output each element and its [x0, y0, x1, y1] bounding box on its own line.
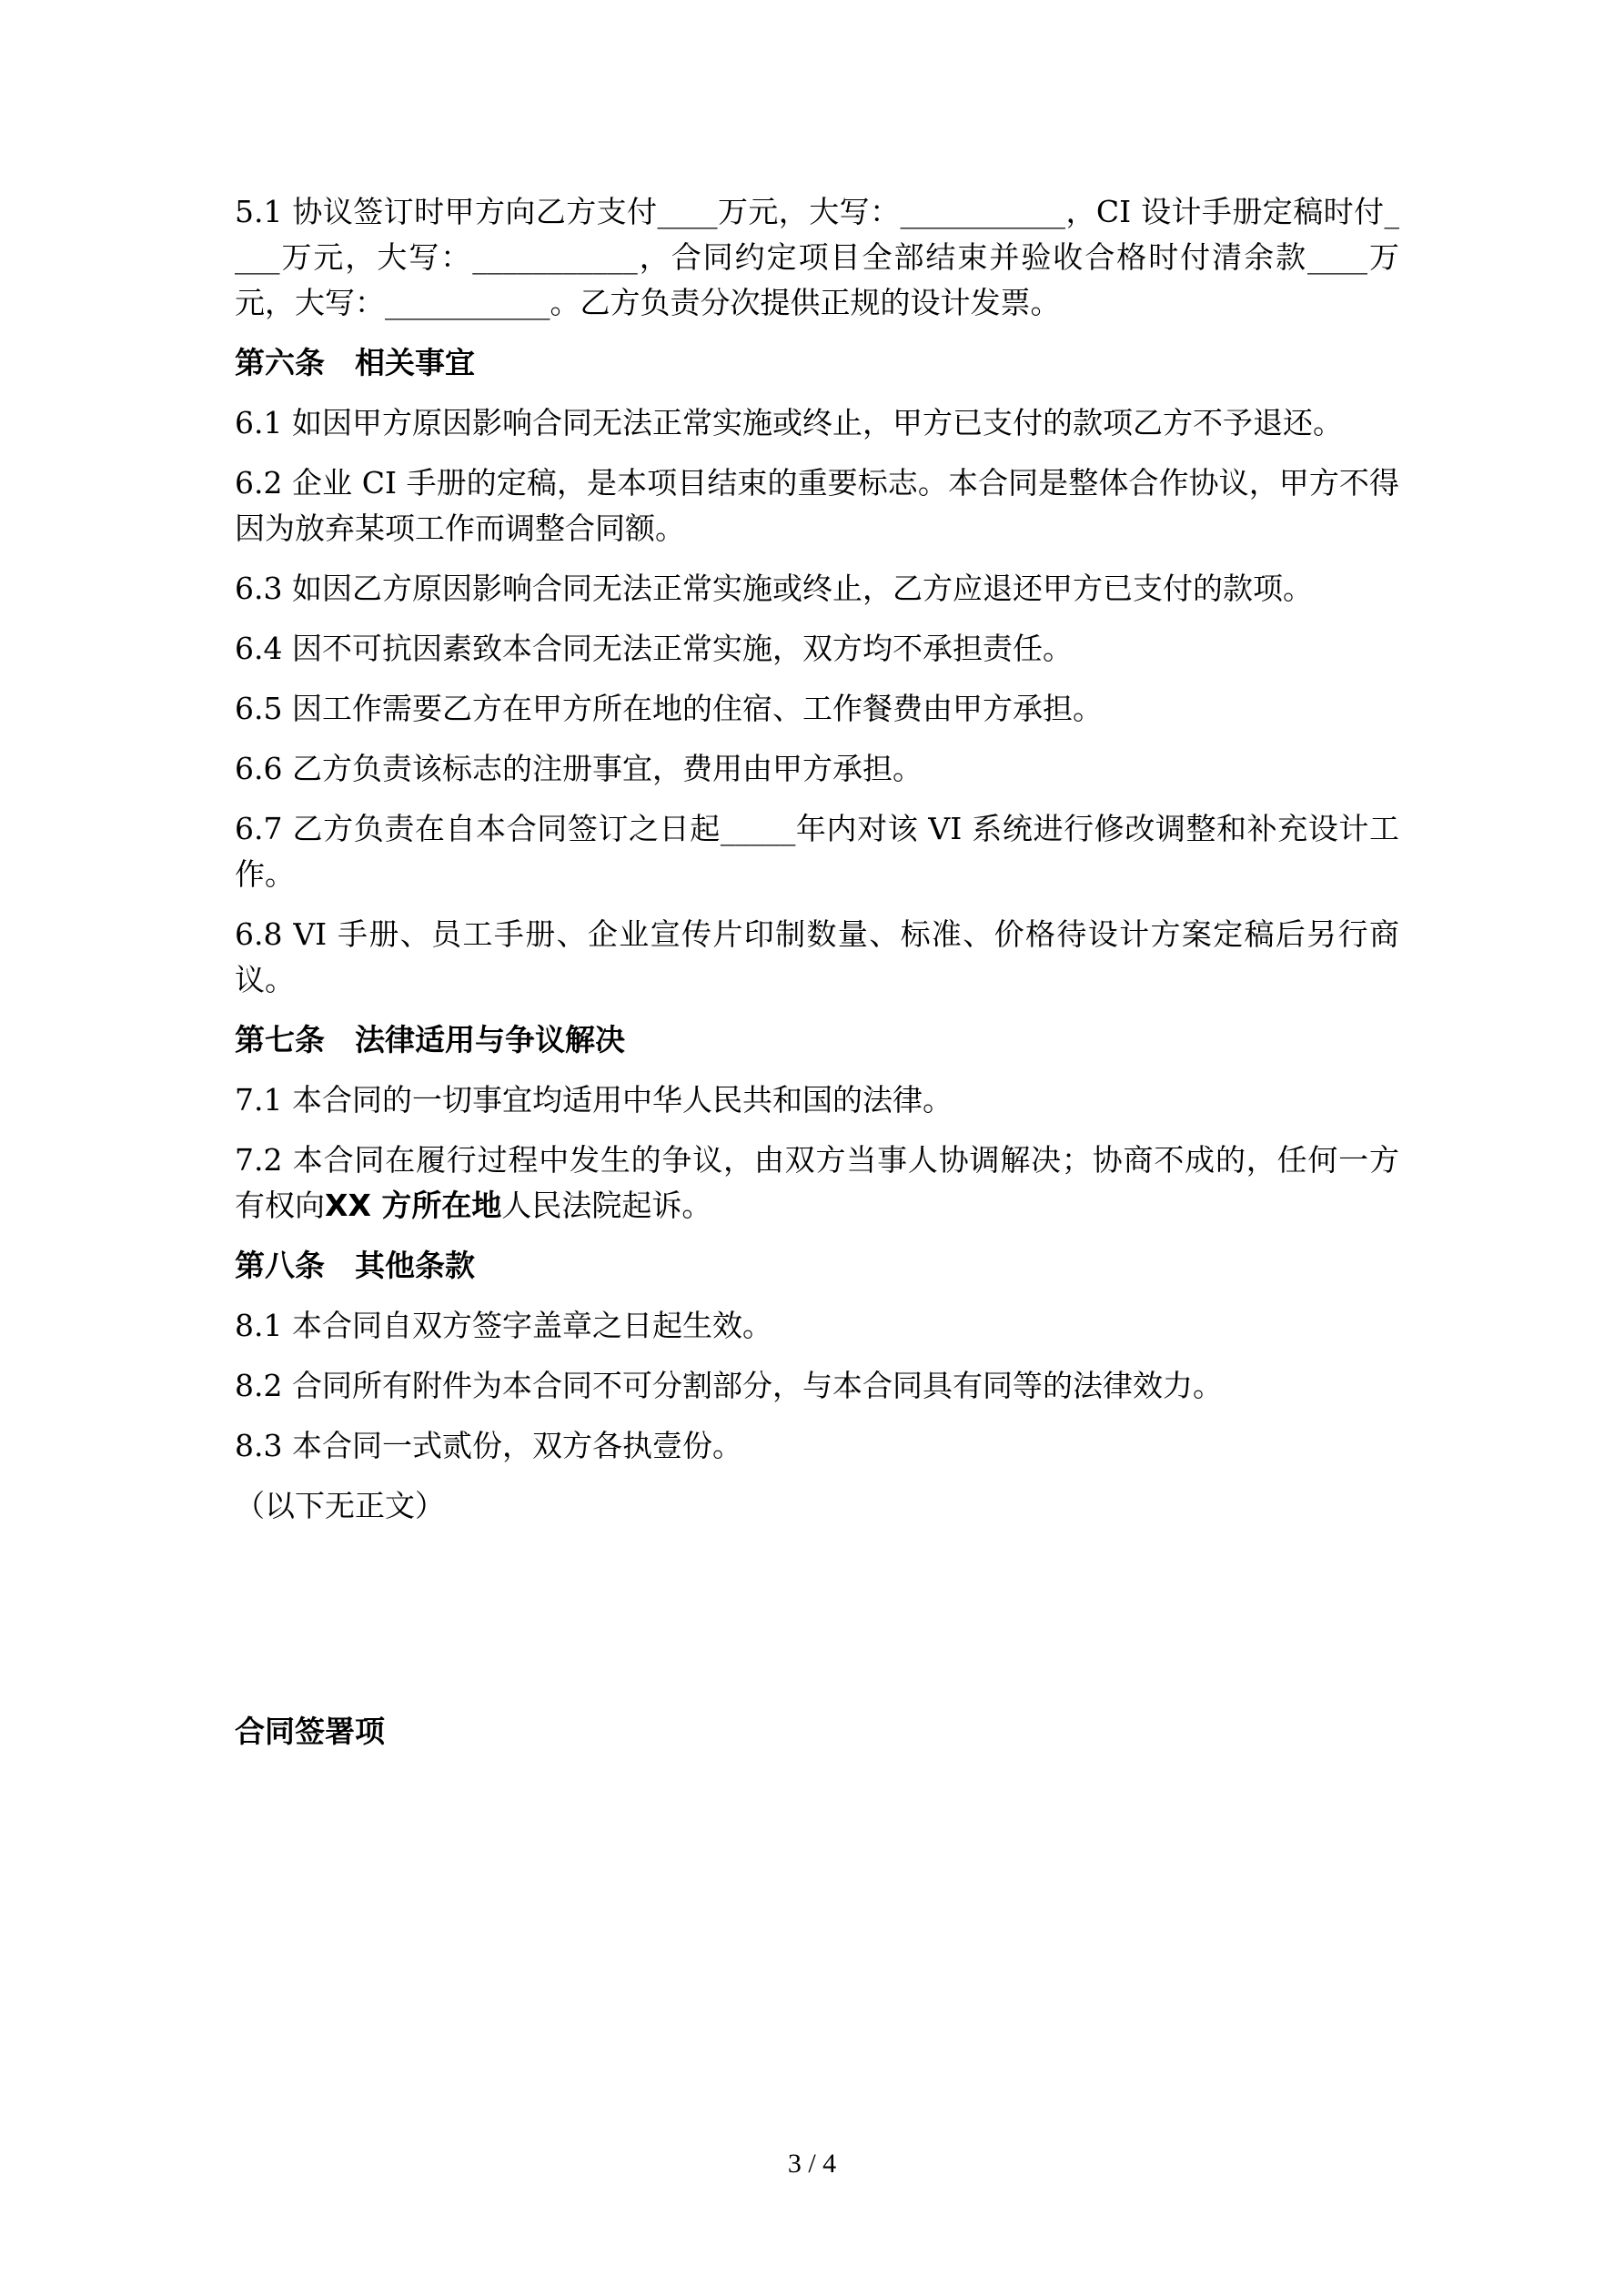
clause-8-1: 8.1 本合同自双方签字盖章之日起生效。: [235, 1308, 772, 1343]
article-8-heading: 第八条 其他条款: [235, 1248, 475, 1283]
clause-6-8: 6.8 VI 手册、员工手册、企业宣传片印制数量、标准、价格待设计方案定稿后另行商议。: [235, 916, 1399, 997]
clause-7-2-text-end: 人民法院起诉。: [501, 1188, 712, 1223]
clause-6-7: 6.7 乙方负责在自本合同签订之日起_____年内对该 VI 系统进行修改调整和补充设计工作。: [235, 811, 1399, 892]
clause-8-2: 8.2 合同所有附件为本合同不可分割部分，与本合同具有同等的法律效力。: [235, 1368, 1223, 1403]
clause-6-5: 6.5 因工作需要乙方在甲方所在地的住宿、工作餐费由甲方承担。: [235, 691, 1103, 726]
article-7-heading: 第七条 法律适用与争议解决: [235, 1022, 625, 1057]
contract-body: [235, 189, 1399, 1543]
clause-7-2-court-location: XX 方所在地: [325, 1188, 502, 1223]
article-6-heading: 第六条 相关事宜: [235, 345, 475, 380]
clause-7-2-text-start: 7.2 本合同在履行过程中发生的争议，由双方当事人协调解决；协商不成的，任何一方有权向: [235, 1142, 1399, 1223]
signature-section-heading: 合同签署项: [235, 1714, 385, 1749]
clause-6-3: 6.3 如因乙方原因影响合同无法正常实施或终止，乙方应退还甲方已支付的款项。: [235, 571, 1313, 606]
clause-6-2: 6.2 企业 CI 手册的定稿，是本项目结束的重要标志。本合同是整体合作协议，甲方不得因为放弃某项工作而调整合同额。: [235, 465, 1399, 546]
clause-6-6: 6.6 乙方负责该标志的注册事宜，费用由甲方承担。: [235, 751, 923, 786]
clause-8-3: 8.3 本合同一式贰份，双方各执壹份。: [235, 1428, 742, 1463]
end-of-text-note: （以下无正文）: [235, 1488, 445, 1523]
clause-7-2: [235, 1138, 1399, 1229]
clause-7-1: 7.1 本合同的一切事宜均适用中华人民共和国的法律。: [235, 1082, 953, 1118]
clause-6-1: 6.1 如因甲方原因影响合同无法正常实施或终止，甲方已支付的款项乙方不予退还。: [235, 405, 1343, 440]
clause-6-4: 6.4 因不可抗因素致本合同无法正常实施，双方均不承担责任。: [235, 631, 1073, 666]
clause-5-1: 5.1 协议签订时甲方向乙方支付____万元，大写：___________，CI 设计手册定稿时付____万元，大写：___________，合同约定项目全部结束并验收合格时付清余款____万元，大写：___________。乙方负责分次提供正规的设计发票。: [235, 194, 1399, 320]
page-number: 3 / 4: [787, 2149, 837, 2179]
